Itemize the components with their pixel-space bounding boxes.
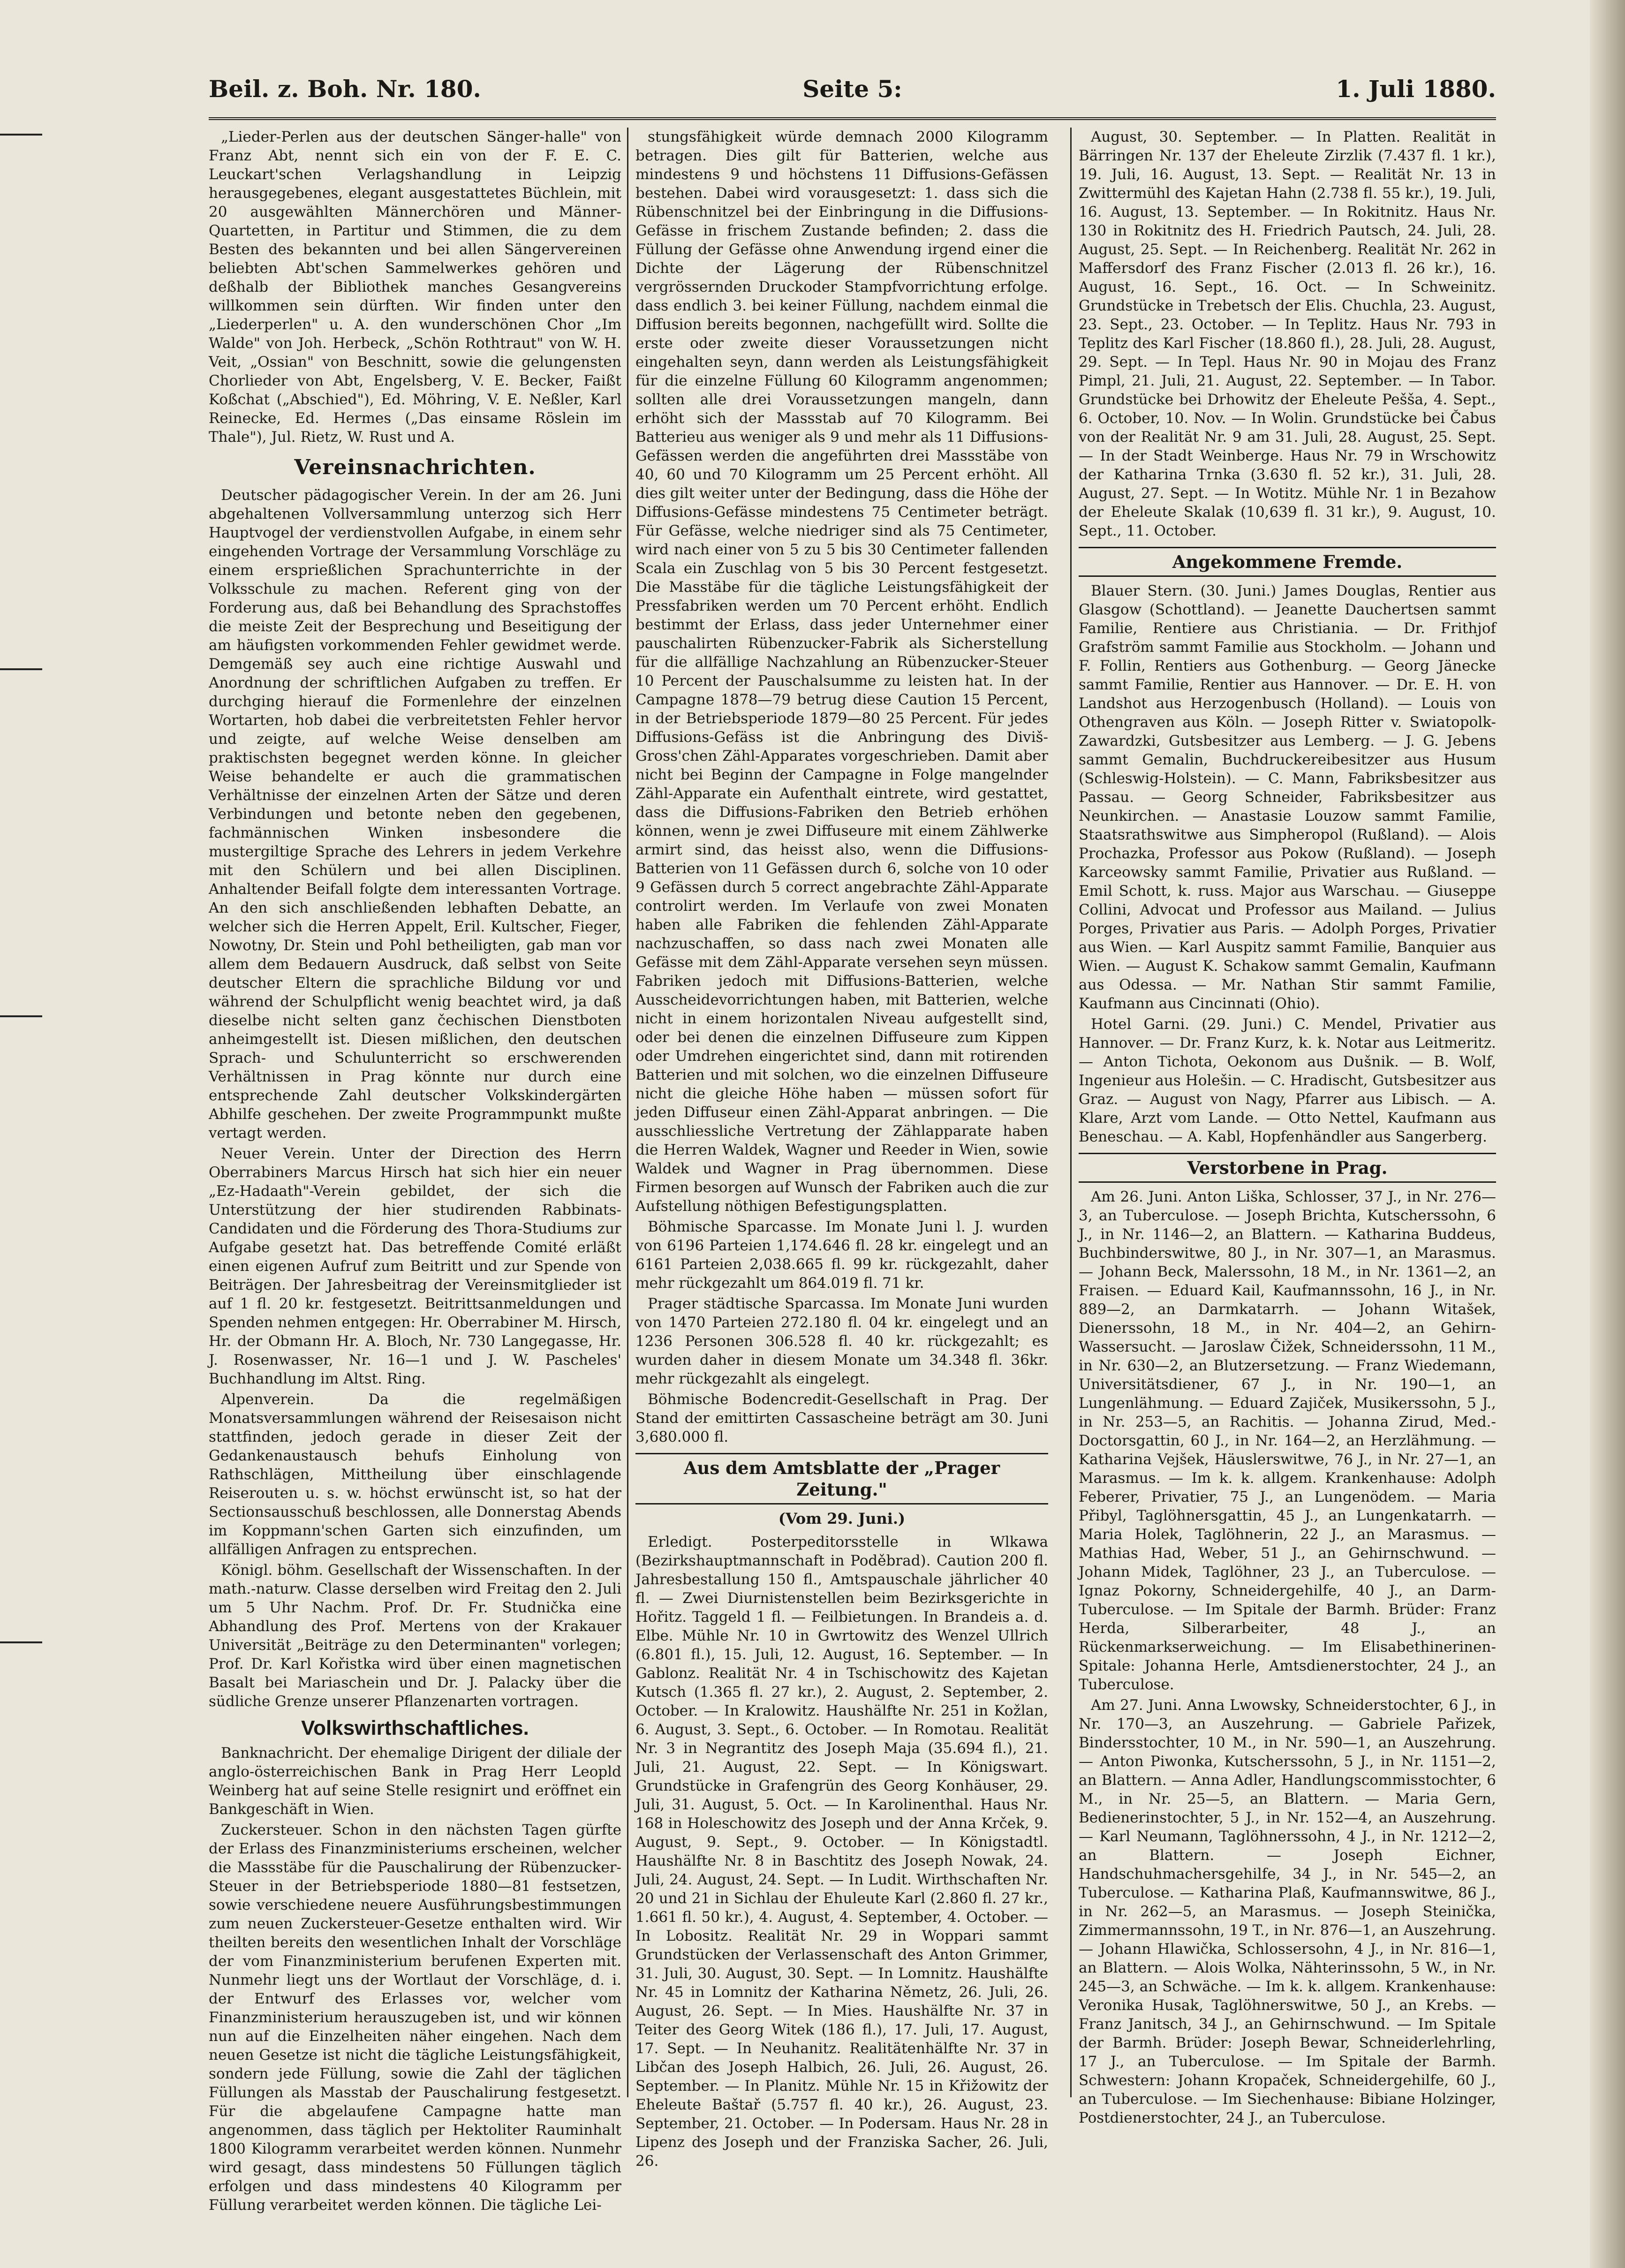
margin-mark (0, 134, 42, 136)
supplement-number: Beil. z. Boh. Nr. 180. (209, 75, 481, 103)
column-1 (209, 128, 621, 2214)
heading-amtsblatt: Aus dem Amtsblatte der „Prager Zeitung." (635, 1453, 1048, 1504)
article-gesellschaft-wissenschaften: Königl. böhm. Gesellschaft der Wissenschaften. In der math.-naturw. Classe derselben wird Freitag den 2. Juli um 5 Uhr Nachm. Prof. Dr. Fr. Studnička eine Abhandlung des Prof. Mertens von der Krakauer Universität „Beiträge zu den Determinanten" vorlegen; Prof. Dr. Karl Kořistka wird über einen magnetischen Basalt bei Mariaschein und Dr. J. Palacky über die südliche Grenze unserer Pflanzenarten vortragen. (209, 1562, 621, 1710)
margin-mark (0, 1641, 42, 1643)
article-blauer-stern: Blauer Stern. (30. Juni.) James Douglas, Rentier aus Glasgow (Schottland). — Jeanette Dauchertsen sammt Familie, Rentiere aus Christiania. — Dr. Frithjof Grafström sammt Familie aus Stockholm. — Johann und F. Follin, Rentiers aus Gothenburg. — Georg Jänecke sammt Familie, Rentier aus Hannover. — Dr. E. H. von Landshot aus Herzogenbusch (Holland). — Louis von Othengraven aus Köln. — Joseph Ritter v. Swiatopolk-Zawardzki, Gutsbesitzer aus Lemberg. — J. G. Jebens sammt Gemalin, Buchdruckereibesitzer aus Husum (Schleswig-Holstein). — C. Mann, Fabriksbesitzer aus Passau. — Georg Schneider, Fabriksbesitzer aus Neunkirchen. — Anastasie Louzow sammt Familie, Staatsrathswitwe aus Simpheropol (Rußland). — Alois Prochazka, Professor aus Pokow (Rußland). — Joseph Karceowsky sammt Familie, Privatier aus Rußland. — Emil Schott, k. russ. Major aus Warschau. — Giuseppe Collini, Advocat und Professor aus Mailand. — Julius Porges, Privatier aus Paris. — Adolph Porges, Privatier aus Wien. — Karl Auspitz sammt Familie, Banquier aus Wien. — August K. Schakow sammt Gemalin, Kaufmann aus Odessa. — Mr. Nathan Stir sammt Familie, Kaufmann aus Cincinnati (Ohio). (1079, 582, 1496, 1012)
article-zuckersteuer: Zuckersteuer. Schon in den nächsten Tagen gürfte der Erlass des Finanzministeriums erscheinen, welcher die Massstäbe für die Pauschalirung der Rübenzucker-Steuer in der Betriebsperiode 1880—81 festsetzen, sowie verschiedene neuere Ausführungsbestimmungen zum neuen Zuckersteuer-Gesetze enthalten wird. Wir theilten bereits den wesentlichen Inhalt der Vorschläge der vom Finanzministerium berufenen Experten mit. Nunmehr liegt uns der Wortlaut der Vorschläge, d. i. der Entwurf des Erlasses vor, welcher vom Finanzministerium herauszugeben ist, und wir können nun auf die Einzelheiten näher eingehen. Nach dem neuen Gesetze ist nicht die tägliche Leistungsfähigkeit, sondern jede Füllung, sowie die Zahl der täglichen Füllungen als Masstab der Pauschalirung festgesetzt. Für die abgelaufene Campagne hatte man angenommen, dass täglich per Hektoliter Rauminhalt 1800 Kilogramm verarbeitet werden können. Nunmehr wird gesagt, dass mindestens 50 Füllungen täglich erfolgen und dass mindestens 40 Kilogramm per Füllung verarbeitet werden können. Die tägliche Lei- (209, 1822, 621, 2214)
heading-volkswirthschaftliches: Volkswirthschaftliches. (301, 1716, 529, 1739)
amtsblatt-date: (Vom 29. Juni.) (778, 1510, 906, 1527)
article-verstorbene-27-juni: Am 27. Juni. Anna Lwowsky, Schneiderstochter, 6 J., in Nr. 170—3, an Auszehrung. — Gabriele Pařizek, Bindersstochter, 10 M., in Nr. 590—1, an Auszehrung. — Anton Piwonka, Kutscherssohn, 5 J., in Nr. 1151—2, an Blattern. — Anna Adler, Handlungscommisstochter, 6 M., in Nr. 25—5, an Blattern. — Maria Gern, Bedienerinstochter, 5 J., in Nr. 152—4, an Auszehrung. — Karl Neumann, Taglöhnerssohn, 4 J., in Nr. 1212—2, an Blattern. — Joseph Eichner, Handschuhmachersgehilfe, 34 J., in Nr. 545—2, an Tuberculose. — Katharina Plaß, Kaufmannswitwe, 86 J., in Nr. 262—5, an Marasmus. — Joseph Steinička, Zimmermannssohn, 19 T., in Nr. 876—1, an Auszehrung. — Johann Hlawička, Schlossersohn, 4 J., in Nr. 816—1, an Blattern. — Alois Wolka, Nähterinssohn, 5 W., in Nr. 245—3, an Schwäche. — Im k. k. allgem. Krankenhause: Veronika Husak, Taglöhnerswitwe, 50 J., an Krebs. — Franz Janitsch, 34 J., an Gehirnschwund. — Im Spitale der Barmh. Brüder: Joseph Bewar, Schneiderlehrling, 17 J., an Tuberculose. — Im Spitale der Barmh. Schwestern: Johann Kropaček, Schneidergehilfe, 60 J., an Tuberculose. — Im Siechenhause: Bibiane Holzinger, Postdienerstochter, 24 J., an Tuberculose. (1079, 1697, 1496, 2126)
article-boehmische-sparcasse: Böhmische Sparcasse. Im Monate Juni l. J. wurden von 6196 Parteien 1,174.646 fl. 28 kr. eingelegt und an 6161 Parteien 2,038.665 fl. 99 kr. rückgezahlt, daher mehr rückgezahlt um 864.019 fl. 71 kr. (635, 1218, 1048, 1292)
article-hotel-garni: Hotel Garni. (29. Juni.) C. Mendel, Privatier aus Hannover. — Dr. Franz Kurz, k. k. Notar aus Leitmeritz. — Anton Tichota, Oekonom aus Dušnik. — B. Wolf, Ingenieur aus Holešin. — C. Hradischt, Gutsbesitzer aus Graz. — August von Nagy, Pfarrer aus Libisch. — A. Klare, Arzt vom Lande. — Otto Nettel, Kaufmann aus Beneschau. — A. Kabl, Hopfenhändler aus Sangerberg. (1079, 1016, 1496, 1145)
column-3 (1079, 128, 1496, 2125)
article-banknachricht: Banknachricht. Der ehemalige Dirigent der diliale der anglo-österreichischen Bank in Prag Herr Leopld Weinberg hat auf seine Stelle resignirt und eröffnet ein Bankgeschäft in Wien. (209, 1745, 621, 1818)
heading-verstorbene: Verstorbene in Prag. (1079, 1153, 1496, 1183)
article-liederperlen: „Lieder-Perlen aus der deutschen Sänger-halle" von Franz Abt, nennt sich ein von der F. E. C. Leuckart'schen Verlagshandlung in Leipzig herausgegebenes, elegant ausgestattetes Büchlein, mit 20 ausgewählten Männerchören und Männer-Quartetten, in Partitur und Stimmen, die zu dem Besten des bekannten und bei allen Sängervereinen beliebten Abt'schen Sammelwerkes gehören und deßhalb der Bibliothek manches Gesangvereins willkommen sein dürften. Wir finden unter den „Liederperlen" u. A. den wunderschönen Chor „Im Walde" von Joh. Herbeck, „Schön Rothtraut" von W. H. Veit, „Ossian" von Beschnitt, sowie die gelungensten Chorlieder von Abt, Engelsberg, V. E. Becker, Faißt Koßchat („Abschied"), Ed. Möhring, V. E. Neßler, Karl Reinecke, Ed. Hermes („Das einsame Röslein im Thale"), Jul. Rietz, W. Rust und A. (209, 129, 621, 446)
margin-mark (0, 1015, 42, 1017)
page-edge-shadow (1590, 0, 1625, 2268)
column-rule (1070, 128, 1072, 2097)
heading-vereinsnachrichten: Vereinsnachrichten. (294, 455, 536, 479)
article-amtsblatt-cont: August, 30. September. — In Platten. Realität in Bärringen Nr. 137 der Eheleute Zirzlik (7.437 fl. 1 kr.), 19. Juli, 16. August, 13. Sept. — Realität Nr. 13 in Zwittermühl des Kajetan Hahn (2.738 fl. 55 kr.), 19. Juli, 16. August, 13. September. — In Rokitnitz. Haus Nr. 130 in Rokitnitz des H. Friedrich Pautsch, 24. Juli, 28. August, 25. Sept. — In Reichenberg. Realität Nr. 262 in Maffersdorf des Franz Fischer (2.013 fl. 26 kr.), 16. August, 16. Sept., 16. Oct. — In Schweinitz. Grundstücke in Trebetsch der Elis. Chuchla, 23. August, 23. Sept., 23. October. — In Teplitz. Haus Nr. 793 in Teplitz des Karl Fischer (18.860 fl.), 28. Juli, 28. August, 29. Sept. — In Tepl. Haus Nr. 90 in Mojau des Franz Pimpl, 21. Juli, 21. August, 22. September. — In Tabor. Grundstücke bei Drhowitz der Eheleute Pešša, 4. Sept., 6. October, 10. Nov. — In Wolin. Grundstücke bei Čabus von der Realität Nr. 9 am 31. Juli, 28. August, 25. Sept. — In der Stadt Weinberge. Haus Nr. 79 in Wrschowitz der Katharina Trnka (3.630 fl. 52 kr.), 31. Juli, 28. August, 27. Sept. — In Wotitz. Mühle Nr. 1 in Bezahow der Eheleute Skalak (10,639 fl. 31 kr.), 9. August, 10. Sept., 11. October. (1079, 129, 1496, 539)
column-rule (627, 128, 628, 2097)
article-paedagogischer-verein: Deutscher pädagogischer Verein. In der am 26. Juni abgehaltenen Vollversammlung unterzog sich Herr Hauptvogel der verdienstvollen Aufgabe, in einem sehr eingehenden Vortrage der Versammlung Vorschläge zu einem ersprießlichen Sprachunterrichte in der Volksschule zu machen. Referent ging von der Forderung aus, daß bei Behandlung des Sprachstoffes die meiste Zeit der Besprechung und Beseitigung der am häufigsten vorkommenden Fehler gewidmet werde. Demgemäß sey auch eine richtige Auswahl und Anordnung der schriftlichen Aufgaben zu treffen. Er durchging hierauf die Formenlehre der einzelnen Wortarten, hob dabei die verbreitetsten Fehler hervor und zeigte, auf welche Weise denselben am praktischsten begegnet werden könne. In gleicher Weise behandelte er auch die grammatischen Verhältnisse der einzelnen Arten der Sätze und deren Verbindungen und betonte neben den gegebenen, fachmännischen Winken insbesondere die mustergiltige Sprache des Lehrers in jedem Verkehre mit den Schülern und bei allen Disciplinen. Anhaltender Beifall folgte dem interessanten Vortrage. An den sich anschließenden lebhaften Debatte, an welcher sich die Herren Appelt, Eril. Kultscher, Fieger, Nowotny, Dr. Stein und Pohl betheiligten, gab man vor allem dem Bedauern Ausdruck, daß selbst von Seite deutscher Eltern die sprachliche Bildung vor und während der Schulpflicht wenig beachtet wird, ja daß dieselbe nicht selten ganz čechischen Dienstboten anheimgestellt ist. Diesen mißlichen, den deutschen Sprach- und Schulunterricht so erschwerenden Verhältnissen in Prag könnte nur durch eine entsprechende Zahl deutscher Volkskindergärten Abhilfe geschehen. Der zweite Programmpunkt mußte vertagt werden. (209, 487, 621, 1142)
margin-mark (0, 668, 42, 670)
article-alpenverein: Alpenverein. Da die regelmäßigen Monatsversammlungen während der Reisesaison nicht stattfinden, jedoch gerade in dieser Zeit der Gedankenaustausch behufs Einholung von Rathschlägen, Mittheilung über einschlagende Reiserouten u. s. w. höchst erwünscht ist, so hat der Sectionsausschuß beschlossen, alle Donnerstag Abends im Koppmann'schen Garten sich einzufinden, um allfälligen Anfragen zu entsprechen. (209, 1391, 621, 1558)
article-bodencredit: Böhmische Bodencredit-Gesellschaft in Prag. Der Stand der emittirten Cassascheine beträgt am 30. Juni 3,680.000 fl. (635, 1391, 1048, 1445)
heading-angekommene-fremde: Angekommene Fremde. (1079, 547, 1496, 577)
article-amtsblatt: Erledigt. Posterpeditorsstelle in Wlkawa (Bezirkshauptmannschaft in Poděbrad). Caution 200 fl. Jahresbestallung 150 fl., Amtspauschale jährlicher 40 fl. — Zwei Diurnistenstellen beim Bezirksgerichte in Hořitz. Taggeld 1 fl. — Feilbietungen. In Brandeis a. d. Elbe. Mühle Nr. 10 in Gwrtowitz des Wenzel Ullrich (6.801 fl.), 15. Juli, 12. August, 16. September. — In Gablonz. Realität Nr. 4 in Tschischowitz des Kajetan Kutsch (1.365 fl. 27 kr.), 2. August, 2. September, 2. October. — In Kralowitz. Haushälfte Nr. 251 in Kožlan, 6. August, 3. Sept., 6. October. — In Romotau. Realität Nr. 3 in Negrantitz des Joseph Maja (35.694 fl.), 21. Juli, 21. August, 22. Sept. — In Königswart. Grundstücke in Grafengrün des Georg Konhäuser, 29. Juli, 31. August, 5. Oct. — In Karolinenthal. Haus Nr. 168 in Holeschowitz des Joseph und der Anna Krček, 9. August, 9. Sept., 9. October. — In Königstadtl. Haushälfte Nr. 8 in Baschtitz des Joseph Nowak, 24. Juli, 24. August, 24. Sept. — In Ludit. Wirthschaften Nr. 20 und 21 in Sichlau der Ehuleute Karl (2.860 fl. 27 kr., 1.661 fl. 50 kr.), 4. August, 4. September, 4. October. — In Lobositz. Realität Nr. 29 in Woppari sammt Grundstücken der Verlassenschaft des Anton Grimmer, 31. Juli, 30. August, 30. Sept. — In Lomnitz. Haushälfte Nr. 45 in Lomnitz der Katharina Němetz, 26. Juli, 26. August, 26. Sept. — In Mies. Haushälfte Nr. 37 in Teiter des Georg Witek (186 fl.), 17. Juli, 17. August, 17. Sept. — In Neuhanitz. Realitätenhälfte Nr. 37 in Libčan des Joseph Halbich, 26. Juli, 26. August, 26. September. — In Planitz. Mühle Nr. 15 in Křižowitz der Eheleute Baštař (5.757 fl. 40 kr.), 26. August, 23. September, 21. October. — In Podersam. Haus Nr. 28 in Lipenz des Joseph und der Franziska Sacher, 26. Juli, 26. (635, 1534, 1048, 2170)
issue-date: 1. Juli 1880. (1336, 75, 1496, 103)
article-verstorbene-26-juni: Am 26. Juni. Anton Liška, Schlosser, 37 J., in Nr. 276—3, an Tuberculose. — Joseph Brichta, Kutscherssohn, 6 J., in Nr. 1146—2, an Blattern. — Katharina Buddeus, Buchbinderswitwe, 80 J., in Nr. 307—1, an Marasmus. — Johann Beck, Malerssohn, 18 M., in Nr. 1361—2, an Fraisen. — Eduard Kail, Kaufmannssohn, 16 J., in Nr. 889—2, an Darmkatarrh. — Johann Witašek, Dienerssohn, 18 M., in Nr. 404—2, an Gehirn-Wassersucht. — Jaroslaw Čižek, Schneiderssohn, 11 M., in Nr. 630—2, an Blutzersetzung. — Franz Wiedemann, Universitätsdiener, 67 J., in Nr. 190—1, an Lungenlähmung. — Eduard Zajiček, Musikerssohn, 5 J., in Nr. 253—5, an Rachitis. — Johanna Zirud, Med.-Doctorsgattin, 60 J., in Nr. 164—2, an Herzlähmung. — Katharina Vejšek, Häuslerswitwe, 76 J., in Nr. 27—1, an Marasmus. — Im k. k. allgem. Krankenhause: Adolph Feberer, Privatier, 75 J., an Lungenödem. — Maria Přibyl, Taglöhnersgattin, 45 J., an Lungenkatarrh. — Maria Holek, Taglöhnerin, 22 J., an Marasmus. — Mathias Had, Weber, 51 J., an Gehirnschwund. — Johann Midek, Taglöhner, 23 J., an Tuberculose. — Ignaz Pokorny, Schneidergehilfe, 40 J., an Darm-Tuberculose. — Im Spitale der Barmh. Brüder: Franz Herda, Silberarbeiter, 48 J., an Rückenmarkserweichung. — Im Elisabethinerinen-Spitale: Johanna Herle, Amtsdienerstochter, 24 J., an Tuberculose. (1079, 1188, 1496, 1693)
article-zuckersteuer-cont: stungsfähigkeit würde demnach 2000 Kilogramm betragen. Dies gilt für Batterien, welche aus mindestens 9 und höchstens 11 Diffusions-Gefässen bestehen. Dabei wird vorausgesetzt: 1. dass sich die Rübenschnitzel bei der Einbringung in die Diffusions-Gefässe in frischem Zustande befinden; 2. dass die Füllung der Gefässe ohne Anwendung irgend einer die Dichte der Lägerung der Rübenschnitzel vergrössernden Druckoder Stampfvorrichtung erfolge. dass endlich 3. bei keiner Füllung, nachdem einmal die Diffusion bereits begonnen, nachgefüllt wird. Sollte die erste oder zweite dieser Voraussetzungen nicht eingehalten seyn, dann werden als Leistungsfähigkeit für die einzelne Füllung 60 Kilogramm angenommen; sollten alle drei Voraussetzungen mangeln, dann erhöht sich der Massstab auf 70 Kilogramm. Bei Batterieu aus weniger als 9 und mehr als 11 Diffusions-Gefässen werden die angeführten drei Massstäbe von 40, 60 und 70 Kilogramm um 25 Percent erhöht. All dies gilt weiter unter der Bedingung, dass die Höhe der Diffusions-Gefässe mindestens 75 Centimeter beträgt. Für Gefässe, welche niedriger sind als 75 Centimeter, wird nach einer von 5 zu 5 bis 30 Centimeter fallenden Scala ein Zuschlag von 5 bis 30 Percent festgesetzt. Die Masstäbe für die tägliche Leistungsfähigkeit der Pressfabriken werden um 70 Percent erhöht. Endlich bestimmt der Erlass, dass jeder Unternehmer einer pauschalirten Rübenzucker-Fabrik als Sicherstellung für die allfällige Nachzahlung an Rübenzucker-Steuer 10 Percent der Pauschalsumme zu leisten hat. In der Campagne 1878—79 betrug diese Caution 15 Percent, in der Betriebsperiode 1879—80 25 Percent. Für jedes Diffusions-Gefäss ist die Anbringung des Diviš-Gross'chen Zähl-Apparates vorgeschrieben. Damit aber nicht bei Beginn der Campagne in Folge mangelnder Zähl-Apparate ein Aufenthalt eintrete, wird gestattet, dass die Diffusions-Fabriken den Betrieb erhöhen können, wenn je zwei Diffuseure mit einem Zählwerke armirt sind, das heisst also, wenn die Diffusions-Batterien von 11 Gefässen durch 6, solche von 10 oder 9 Gefässen durch 5 correct angebrachte Zähl-Apparate controlirt werden. Im Verlaufe von zwei Monaten haben alle Fabriken die fehlenden Zähl-Apparate nachzuschaffen, so dass nach zwei Monaten alle Gefässe mit dem Zähl-Apparate versehen seyn müssen. Fabriken jedoch mit Diffusions-Batterien, welche Ausscheidevorrichtungen haben, mit Batterien, welche nicht in einem horizontalen Niveau aufgestellt sind, oder bei denen die einzelnen Diffuseure zum Kippen oder Umdrehen eingerichtet sind, dann mit rotirenden Batterien und mit solchen, wo die einzelnen Diffuseure nicht die gleiche Höhe haben — müssen sofort für jeden Diffuseur einen Zähl-Apparat anbringen. — Die ausschliessliche Vertretung der Zählapparate haben die Herren Waldek, Wagner und Reeder in Wien, sowie Waldek und Wagner in Prag übernommen. Diese Firmen besorgen auf Wunsch der Fabriken auch die zur Aufstellung nöthigen Befestigungsplatten. (635, 129, 1048, 1215)
page-number: Seite 5: (802, 75, 902, 103)
article-neuer-verein: Neuer Verein. Unter der Direction des Herrn Oberrabiners Marcus Hirsch hat sich hier ein neuer „Ez-Hadaath"-Verein gebildet, der sich die Unterstützung der hier studirenden Rabbinats-Candidaten und die Förderung des Thora-Studiums zur Aufgabe gesetzt hat. Das betreffende Comité erläßt einen eigenen Aufruf zum Beitritt und zur Spende von Beiträgen. Der Jahresbeitrag der Vereinsmitglieder ist auf 1 fl. 20 kr. festgesetzt. Beitrittsanmeldungen und Spenden nehmen entgegen: Hr. Oberrabiner M. Hirsch, Hr. der Obmann Hr. A. Bloch, Nr. 730 Langegasse, Hr. J. Rosenwasser, Nr. 16—1 und J. W. Pascheles' Buchhandlung im Altst. Ring. (209, 1145, 621, 1387)
column-2 (635, 128, 1048, 2170)
page-header (209, 75, 1496, 113)
article-staedtische-sparcassa: Prager städtische Sparcassa. Im Monate Juni wurden von 1470 Parteien 272.180 fl. 04 kr. eingelegt und an 1236 Personen 306.528 fl. 40 kr. rückgezahlt; es wurden daher in diesem Monate um 34.348 fl. 36kr. mehr rückgezahlt als eingelegt. (635, 1295, 1048, 1387)
header-rule (209, 117, 1496, 120)
